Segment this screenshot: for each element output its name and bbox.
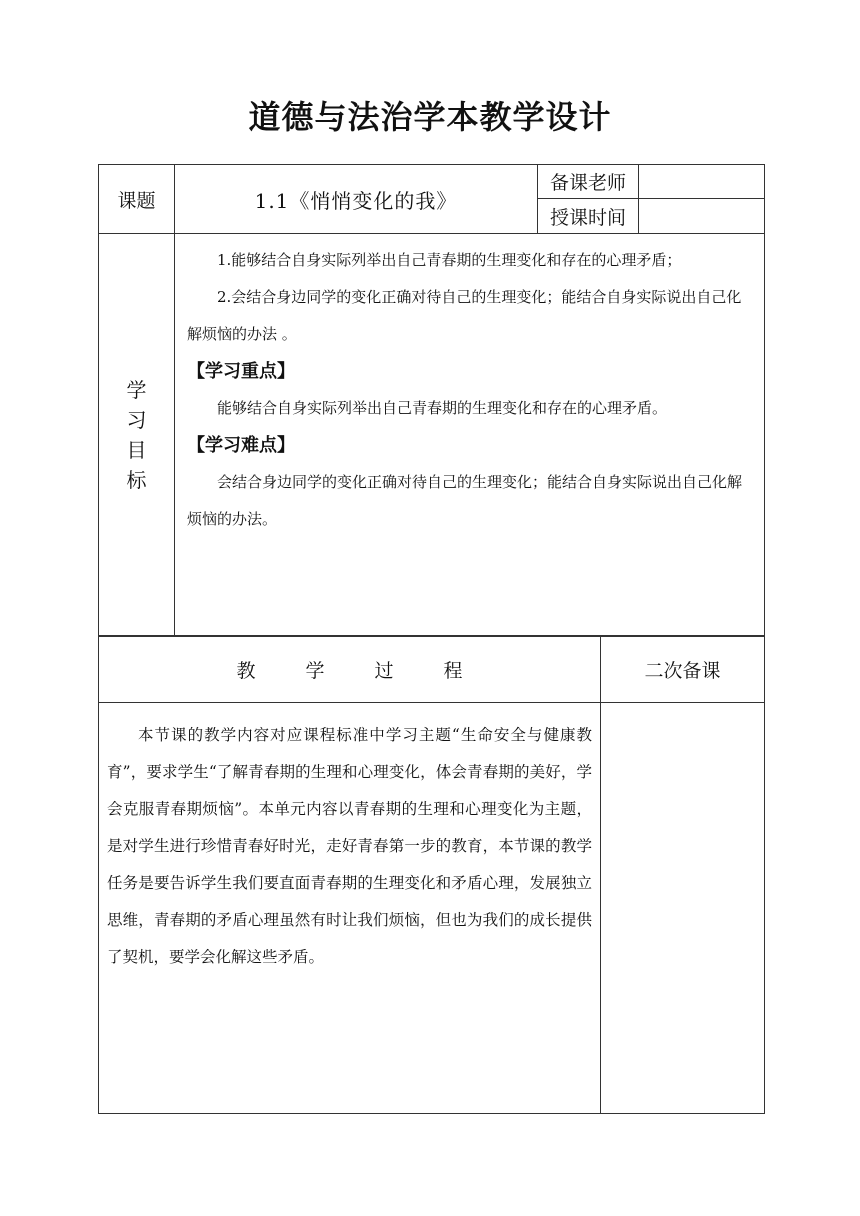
- process-heading-text: 教 学 过 程: [236, 659, 485, 682]
- process-heading: [99, 636, 601, 703]
- objectives-label: [99, 234, 175, 637]
- objectives-label-char: 标: [126, 468, 147, 492]
- teaching-process-table: [98, 635, 765, 1114]
- key-points-text: 能够结合自身实际列举出自己青春期的生理变化和存在的心理矛盾。: [217, 399, 668, 417]
- objectives-label-char: 目: [126, 438, 147, 462]
- objective-item: 2.会结合身边同学的变化正确对待自己的生理变化；能结合自身实际说出自己化解烦恼的办法 。: [187, 288, 742, 343]
- process-body: [99, 703, 601, 1114]
- second-prep-notes[interactable]: [601, 703, 765, 1114]
- process-paragraph: 本节课的教学内容对应课程标准中学习主题“生命安全与健康教育”，要求学生“了解青春期的生理和心理变化，体会青春期的美好，学会克服青春期烦恼”。本单元内容以青春期的生理和心理变化为主题，是对学生进行珍惜青春好时光，走好青春第一步的教育，本节课的教学任务是要告诉学生我们要直面青春期的生理变化和矛盾心理，发展独立思维，青春期的矛盾心理虽然有时让我们烦恼，但也为我们的成长提供了契机，要学会化解这些矛盾。: [107, 726, 592, 966]
- difficulty-text: 会结合身边同学的变化正确对待自己的生理变化；能结合自身实际说出自己化解烦恼的办法。: [187, 473, 743, 528]
- difficulty-heading: 【学习难点】: [187, 435, 295, 456]
- time-value[interactable]: [639, 199, 765, 234]
- second-prep-label: 二次备课: [601, 636, 765, 703]
- course-info-table: [98, 164, 765, 637]
- topic-label: 课题: [99, 165, 175, 234]
- teacher-label: 备课老师: [538, 165, 639, 199]
- objectives-label-char: 习: [126, 408, 147, 432]
- objectives-content: [175, 234, 765, 637]
- document-title: 道德与法治学本教学设计: [248, 98, 612, 136]
- course-title: 1.1《悄悄变化的我》: [175, 165, 538, 234]
- time-label: 授课时间: [538, 199, 639, 234]
- key-points-heading: 【学习重点】: [187, 361, 295, 382]
- objective-item: 1.能够结合自身实际列举出自己青春期的生理变化和存在的心理矛盾；: [217, 251, 682, 269]
- objectives-label-char: 学: [126, 378, 147, 402]
- teacher-value[interactable]: [639, 165, 765, 199]
